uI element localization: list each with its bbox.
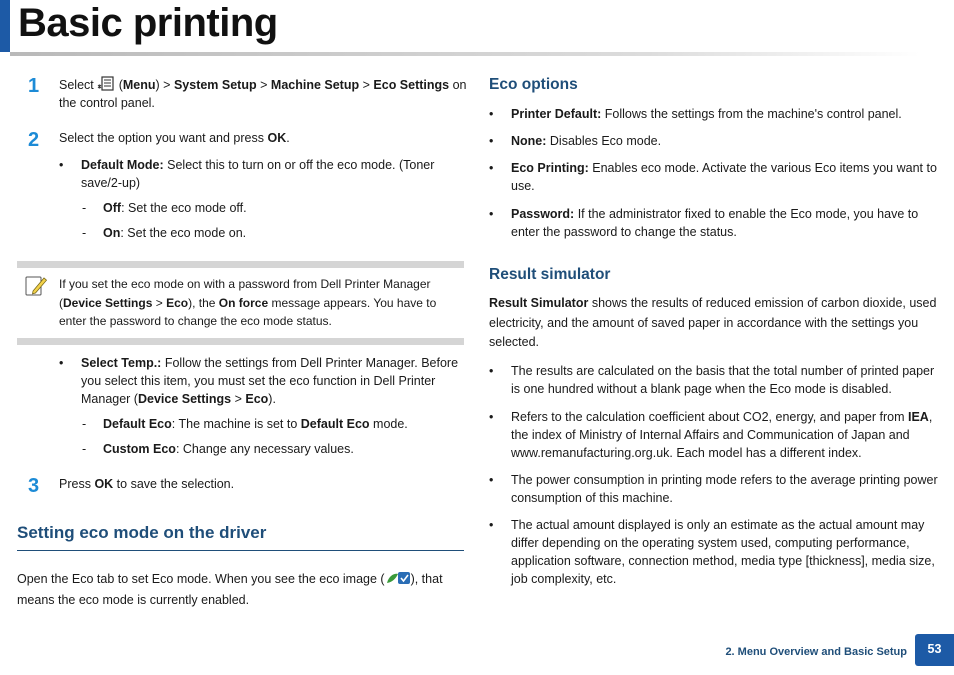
step-2-text [59, 129, 469, 147]
bullet-dot: • [489, 364, 494, 378]
eco-option-item [489, 205, 939, 241]
bullet-dot: • [489, 410, 494, 424]
path-separator: > [234, 392, 242, 406]
bullet-text [511, 159, 939, 195]
path-machine-setup: Machine Setup [270, 78, 360, 92]
bullet-body: , the index of Ministry of Internal Affairs and Communication of Japan and www.remanufacturing.org.uk. Each model has a different index. [511, 410, 933, 460]
title-divider [10, 52, 920, 56]
footer-section-label: 2. Menu Overview and Basic Setup [725, 646, 907, 658]
driver-text: Open the Eco tab to set Eco mode. When you see the eco image ( [17, 572, 385, 586]
result-sim-item [489, 408, 939, 462]
dash-item-off [82, 199, 462, 217]
path-separator: > [155, 295, 163, 310]
page-title: Basic printing [18, 1, 278, 45]
bullet-label: Select Temp.: [81, 356, 162, 370]
dash-item-on [82, 224, 462, 242]
bullet-body: If the administrator fixed to enable the Eco mode, you have to enter the password to change the status. [511, 207, 919, 239]
bullet-text [511, 132, 939, 150]
path-eco-settings: Eco Settings [373, 78, 450, 92]
result-simulator-paragraph [489, 294, 939, 353]
dash-item-custom-eco [82, 440, 462, 458]
bullet-body: Disables Eco mode. [549, 134, 662, 148]
step-3-prefix: Press [59, 477, 91, 491]
result-simulator-bold: Result Simulator [489, 296, 589, 310]
bullet-dot: • [489, 518, 494, 532]
bullet-text: The results are calculated on the basis that the total number of printed paper is one hundred without a blank page when the Eco mode is disabled. [511, 364, 935, 396]
off-label: Off [103, 201, 122, 215]
bullet-default-mode [59, 156, 464, 196]
eco-option-item [489, 132, 939, 150]
bullet-body: Enables eco mode. Activate the various Eco items you want to use. [511, 161, 937, 193]
step-number: 3 [28, 475, 40, 497]
dash-text [103, 199, 247, 217]
default-eco-end: mode. [373, 417, 408, 431]
bullet-dot: • [489, 161, 494, 175]
bullet-label: Eco Printing: [511, 161, 589, 175]
bullet-select-temp [59, 354, 464, 414]
dash-text [103, 415, 408, 433]
default-eco-bold: Default Eco [300, 417, 370, 431]
temp-eco: Eco [245, 392, 269, 406]
off-desc: : Set the eco mode off. [121, 201, 247, 215]
title-accent-bar [0, 0, 10, 52]
bullet-text [81, 354, 464, 408]
ok-label: OK [94, 477, 114, 491]
section-divider [17, 550, 464, 551]
bullet-text [511, 408, 939, 462]
eco-option-item [489, 159, 939, 195]
default-eco-desc: : The machine is set to [171, 417, 298, 431]
step-3-text [59, 475, 469, 493]
step-1-text: Select (Menu) > System Setup > Machine Setup > Eco Settings on the control panel. [59, 78, 467, 110]
step-1-prefix: Select [59, 78, 94, 92]
note-part: message appears. You have to enter the password to change the eco mode status. [59, 295, 437, 328]
dash-mark: - [82, 442, 87, 456]
bullet-body: Follow the settings from Dell Printer Manager. Before you select this item, you must set the eco function in Dell Printer Manager ( [81, 356, 459, 406]
result-sim-item [489, 471, 939, 507]
bullet-label: Default Mode: [81, 158, 164, 172]
driver-paragraph [17, 569, 464, 610]
punct: . [286, 131, 290, 145]
menu-label: Menu [122, 78, 156, 92]
dash-mark: - [82, 201, 87, 215]
bullet-dot: • [489, 473, 494, 487]
step-number: 2 [28, 129, 40, 151]
bullet-text [511, 205, 939, 241]
bullet-dot: • [489, 134, 494, 148]
bullet-dot: • [489, 107, 494, 121]
on-desc: : Set the eco mode on. [120, 226, 247, 240]
temp-device-settings: Device Settings [137, 392, 232, 406]
section-heading-driver: Setting eco mode on the driver [17, 523, 267, 542]
note-device-settings: Device Settings [63, 295, 153, 310]
bullet-dot: • [489, 207, 494, 221]
custom-eco-desc: : Change any necessary values. [175, 442, 354, 456]
default-eco-label: Default Eco [103, 417, 172, 431]
note-on-force: On force [218, 295, 269, 310]
bullet-text: The power consumption in printing mode refers to the average printing power consumption of this machine. [511, 473, 938, 505]
section-heading-eco-options: Eco options [489, 76, 578, 93]
iea-bold: IEA [908, 410, 929, 424]
bullet-body: Follows the settings from the machine's control panel. [604, 107, 902, 121]
bullet-body: Select this to turn on or off the eco mode. (Toner save/2-up) [81, 158, 435, 190]
bullet-dot: • [59, 158, 64, 172]
result-sim-item [489, 516, 939, 588]
bullet-label: Printer Default: [511, 107, 602, 121]
dash-mark: - [82, 417, 87, 431]
bullet-text: The actual amount displayed is only an estimate as the actual amount may differ depending on the operating system used, computing performance, application software, connection method, media type [thickness], media size, job complexity, etc. [511, 518, 935, 586]
step-3-suffix: to save the selection. [116, 477, 235, 491]
dash-mark: - [82, 226, 87, 240]
dash-text [103, 440, 354, 458]
section-heading-result-simulator: Result simulator [489, 266, 611, 283]
result-sim-item [489, 362, 939, 398]
step-2-prefix: Select the option you want and press [59, 131, 264, 145]
bullet-label: Password: [511, 207, 575, 221]
bullet-text [511, 105, 939, 123]
bullet-text [81, 156, 464, 192]
menu-icon [97, 76, 115, 92]
note-part: ), the [188, 295, 216, 310]
result-simulator-text: shows the results of reduced emission of carbon dioxide, used electricity, and the amount of saved paper in accordance with the settings you selected. [489, 296, 937, 350]
path-separator: > [362, 78, 370, 92]
custom-eco-label: Custom Eco [103, 442, 176, 456]
path-separator: > [163, 78, 171, 92]
eco-leaf-icon [385, 571, 411, 585]
driver-text: ), that means the eco mode is currently enabled. [17, 572, 443, 607]
punct: ). [268, 392, 276, 406]
bullet-body: Refers to the calculation coefficient about CO2, energy, and paper from [511, 410, 905, 424]
note-part: If you set the eco mode on with a password from Dell Printer Manager ( [59, 277, 431, 310]
note-pencil-icon [24, 274, 48, 298]
path-system-setup: System Setup [173, 78, 257, 92]
dash-item-default-eco [82, 415, 462, 433]
bullet-label: None: [511, 134, 547, 148]
note-text [59, 275, 464, 331]
on-label: On [103, 226, 121, 240]
step-1-suffix: on the control panel. [59, 78, 467, 110]
eco-option-item [489, 105, 939, 123]
bullet-dot: • [59, 356, 64, 370]
page-number: 53 [915, 634, 954, 666]
ok-label: OK [267, 131, 287, 145]
note-eco: Eco [166, 295, 189, 310]
path-separator: > [260, 78, 268, 92]
dash-text [103, 224, 246, 242]
step-number: 1 [28, 75, 40, 97]
